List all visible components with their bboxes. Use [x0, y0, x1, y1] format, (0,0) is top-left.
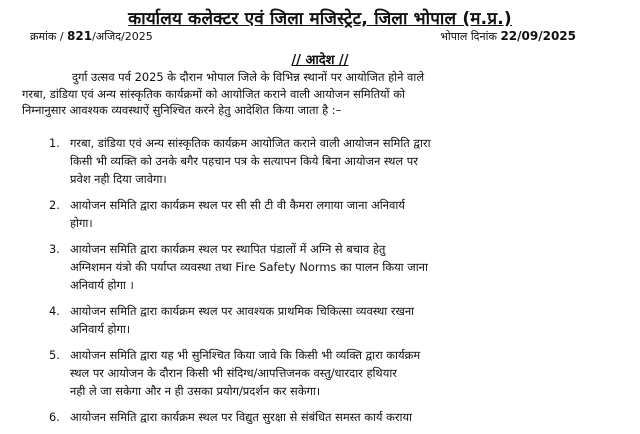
office-title: कार्यालय कलेक्टर एवं जिला मजिस्ट्रेट, जिला भोपाल (म.प्र.) — [128, 9, 512, 29]
order-item-line: गरबा, डांडिया एवं अन्य सांस्कृतिक कार्यक्रम आयोजित कराने वाली आयोजन समिति द्वारा — [70, 136, 431, 150]
order-item-line: स्थल पर आयोजन के दौरान किसी भी संदिग्ध/आपत्तिजनक वस्तु/धारदार हथियार — [70, 366, 397, 380]
order-item-line: प्रवेश नही दिया जावेगा। — [70, 172, 167, 186]
reference-row — [22, 29, 618, 45]
order-item-line: आयोजन समिति द्वारा कार्यक्रम स्थल पर सी सी टी वी कैमरा लगाया जाना अनिवार्य — [70, 198, 405, 212]
order-item-line: अग्निशमन यंत्रो की पर्याप्त व्यवस्था तथा Fire Safety Norms का पालन किया जाना — [70, 260, 428, 274]
order-item-line: आयोजन समिति द्वारा कार्यक्रम स्थल पर स्थापित पंडालों में अग्नि से बचाव हेतु — [70, 242, 386, 256]
order-item — [22, 408, 618, 426]
order-item-number: 1. — [49, 136, 60, 150]
order-item-line: अनिवार्य होगा। — [70, 322, 131, 336]
date-label: भोपाल दिनांक — [440, 30, 497, 43]
order-date — [440, 29, 576, 44]
order-item — [22, 240, 618, 294]
order-item-line: आयोजन समिति द्वारा यह भी सुनिश्चित किया जावे कि किसी भी व्यक्ति द्वारा कार्यक्रम — [70, 348, 421, 362]
order-item — [22, 346, 618, 400]
reference-number — [30, 29, 153, 44]
preamble-line: गरबा, डांडिया एवं अन्य सांस्कृतिक कार्यक्रमों को आयोजित कराने वाली आयोजन समितियों को — [22, 86, 405, 101]
order-item-number: 5. — [49, 348, 60, 362]
preamble — [22, 69, 618, 119]
ref-number: 821 — [67, 29, 93, 43]
preamble-line: दुर्गा उत्सव पर्व 2025 के दौरान भोपाल जिले के विभिन्न स्थानों पर आयोजित होने वाले — [72, 70, 425, 84]
order-item-line: आयोजन समिति द्वारा कार्यक्रम स्थल पर विद्युत सुरक्षा से संबंधित समस्त कार्य कराया — [70, 410, 413, 424]
order-item-line: नही ले जा सकेगा और न ही उसका प्रयोग/प्रदर्शन कर सकेगा। — [70, 384, 321, 398]
order-item-number: 4. — [49, 304, 60, 318]
order-item-line: आयोजन समिति द्वारा कार्यक्रम स्थल पर आवश्यक प्राथमिक चिकित्सा व्यवस्था रखना — [70, 304, 415, 318]
preamble-line: निम्नानुसार आवश्यक व्यवस्थाऐं सुनिश्चित करने हेतु आदेशित किया जाता है :– — [22, 103, 342, 117]
order-item-number: 2. — [49, 198, 60, 212]
order-item-number: 6. — [49, 410, 60, 424]
order-item — [22, 134, 618, 188]
order-item-line: अनिवार्य होगा । — [70, 278, 134, 292]
order-item — [22, 302, 618, 338]
order-item-number: 3. — [49, 242, 60, 256]
date-value: 22/09/2025 — [500, 29, 576, 43]
ref-label: क्रमांक / — [30, 30, 64, 43]
ref-suffix: /अजिद/2025 — [92, 30, 153, 43]
order-item-line: होगा। — [70, 216, 93, 230]
order-heading: // आदेश // — [291, 53, 349, 68]
order-item-line: किसी भी व्यक्ति को उनके बगैर पहचान पत्र के सत्यापन किये बिना आयोजन स्थल पर — [70, 154, 418, 168]
order-item — [22, 196, 618, 232]
order-list — [22, 134, 618, 434]
